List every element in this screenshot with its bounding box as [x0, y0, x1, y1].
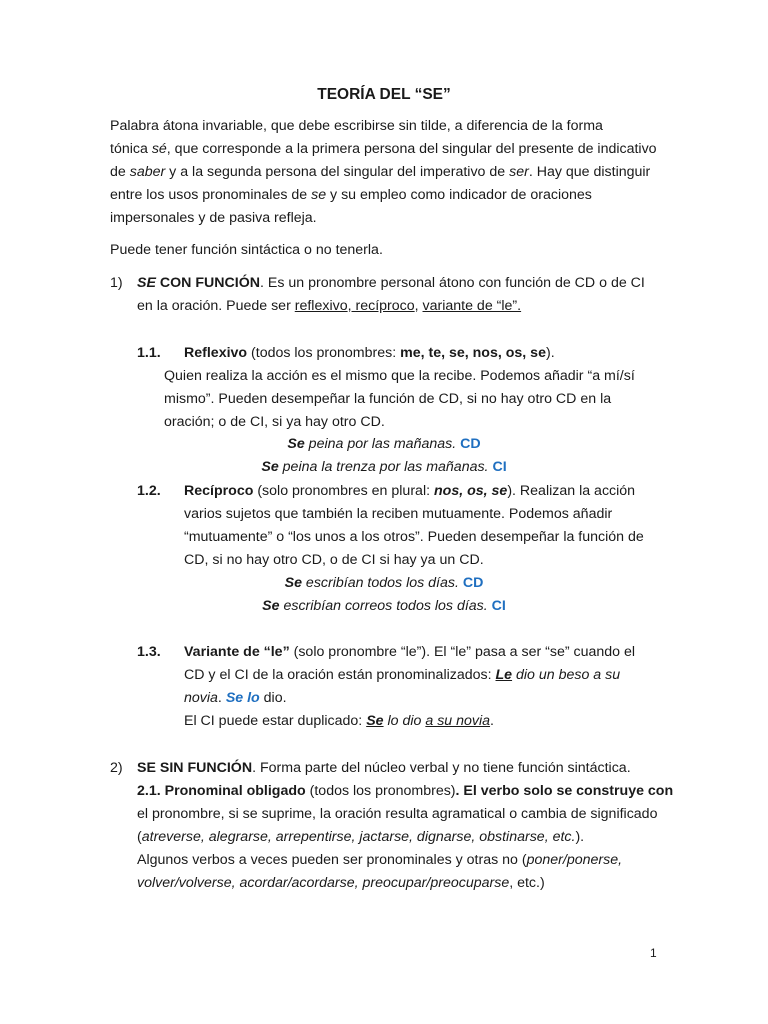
intro-line-4: entre los usos pronominales de se y su empleo como indicador de oraciones — [110, 187, 592, 203]
page-title: TEORÍA DEL “SE” — [317, 86, 451, 103]
section-2-line-6: volver/volverse, acordar/acordarse, preocupar/preocuparse, etc.) — [137, 875, 545, 891]
subsection-1-3-heading: Variante de “le” (solo pronombre “le”). El “le” pasa a ser “se” cuando el — [184, 644, 636, 660]
example-reciproco-ci: Se escribían correos todos los días. CI — [262, 598, 506, 614]
intro-line-6: Puede tener función sintáctica o no tenerla. — [110, 242, 383, 258]
intro-line-2: tónica sé, que corresponde a la primera persona del singular del presente de indicativo — [110, 141, 657, 157]
section-2-heading: SE SIN FUNCIÓN. Forma parte del núcleo verbal y no tiene función sintáctica. — [137, 760, 631, 776]
subsection-1-2-line-2: varios sujetos que también la reciben mutuamente. Podemos añadir — [184, 506, 613, 522]
subsection-1-2-line-3: “mutuamente” o “los unos a los otros”. Pueden desempeñar la función de — [184, 529, 644, 545]
section-1-number: 1) — [110, 275, 123, 291]
subsection-1-1-heading: Reflexivo (todos los pronombres: me, te, se, nos, os, se). — [184, 345, 555, 361]
subsection-1-2-heading: Recíproco (solo pronombres en plural: nos, os, se). Realizan la acción — [184, 483, 636, 499]
subsection-1-1-number: 1.1. — [137, 345, 161, 361]
intro-line-1: Palabra átona invariable, que debe escribirse sin tilde, a diferencia de la forma — [110, 118, 603, 134]
subsection-1-3-number: 1.3. — [137, 644, 161, 660]
subsection-1-3-line-4: El CI puede estar duplicado: Se lo dio a su novia. — [184, 713, 494, 729]
subsection-1-1-line-3: mismo”. Pueden desempeñar la función de CD, si no hay otro CD en la — [164, 391, 612, 407]
example-reciproco-cd: Se escribían todos los días. CD — [284, 575, 484, 591]
section-2-line-5: Algunos verbos a veces pueden ser pronominales y otras no (poner/ponerse, — [137, 852, 623, 868]
intro-line-3: de saber y a la segunda persona del singular del imperativo de ser. Hay que distinguir — [110, 164, 651, 180]
subsection-1-2-number: 1.2. — [137, 483, 161, 499]
intro-line-5: impersonales y de pasiva refleja. — [110, 210, 317, 226]
section-2-line-3: el pronombre, si se suprime, la oración resulta agramatical o cambia de significado — [137, 806, 658, 822]
section-2-line-2: 2.1. Pronominal obligado (todos los pronombres). El verbo solo se construye con — [137, 783, 674, 799]
section-2-line-4: (atreverse, alegrarse, arrepentirse, jactarse, dignarse, obstinarse, etc.). — [137, 829, 585, 845]
subsection-1-1-line-2: Quien realiza la acción es el mismo que la recibe. Podemos añadir “a mí/sí — [164, 368, 635, 384]
example-reflexivo-ci: Se peina la trenza por las mañanas. CI — [261, 459, 507, 475]
example-reflexivo-cd: Se peina por las mañanas. CD — [287, 436, 481, 452]
section-1-line-2: en la oración. Puede ser reflexivo, recíproco, variante de “le”. — [137, 298, 522, 314]
subsection-1-3-line-2: CD y el CI de la oración están pronominalizados: Le dio un beso a su — [184, 667, 621, 683]
subsection-1-1-line-4: oración; o de CI, si ya hay otro CD. — [164, 414, 385, 430]
section-1-heading: SE CON FUNCIÓN. Es un pronombre personal átono con función de CD o de CI — [137, 275, 645, 291]
subsection-1-3-line-3: novia. Se lo dio. — [184, 690, 287, 706]
section-2-number: 2) — [110, 760, 123, 776]
page-number: 1 — [650, 946, 657, 960]
subsection-1-2-line-4: CD, si no hay otro CD, o de CI si hay ya un CD. — [184, 552, 484, 568]
